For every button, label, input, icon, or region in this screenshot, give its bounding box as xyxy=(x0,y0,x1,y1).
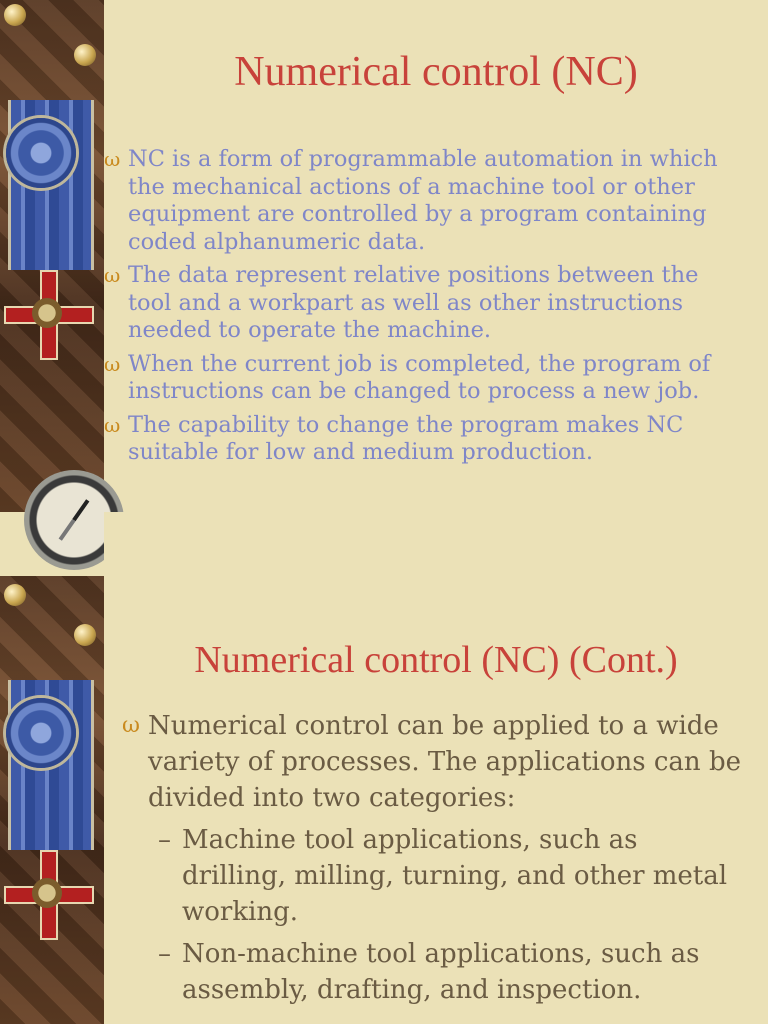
list-item: ω The data represent relative positions between the tool and a workpart as well as other instructions needed to operate the machine. xyxy=(104,262,699,343)
slide-title: Numerical control (NC) (Cont.) xyxy=(194,639,678,681)
list-item: ω Numerical control can be applied to a wide variety of processes. The applications can be divided into two categories: – Machine tool applications, such as drilling, milling, turning, and other metal working. – Non-machine tool applications, such as assembly, drafting, and inspection. xyxy=(122,708,742,1008)
bullet-icon: ω xyxy=(104,263,121,287)
list-item: ω NC is a form of programmable automation in which the mechanical actions of a machine tool or other equipment are controlled by a program containing coded alphanumeric data. xyxy=(104,146,718,255)
stud-icon xyxy=(4,584,26,606)
bullet-icon: ω xyxy=(104,351,121,376)
bullet-icon: ω xyxy=(104,147,121,171)
medal-cross-icon xyxy=(4,270,94,360)
bullet-list xyxy=(122,708,742,1014)
slide-2 xyxy=(0,576,768,1024)
slide-gap xyxy=(104,512,768,576)
stud-icon xyxy=(74,44,96,66)
bullet-icon: ω xyxy=(122,713,140,738)
list-item: ω When the current job is completed, the program of instructions can be changed to process a new job. xyxy=(104,350,711,404)
bullet-icon: ω xyxy=(104,412,121,437)
decorative-medal-sidebar xyxy=(0,576,104,1024)
sub-list-item: – Non-machine tool applications, such as assembly, drafting, and inspection. xyxy=(154,936,742,1008)
decorative-medal-sidebar xyxy=(0,0,104,512)
bullet-list xyxy=(104,146,724,473)
rosette-icon xyxy=(6,118,76,188)
medal-cross-icon xyxy=(4,850,94,940)
stud-icon xyxy=(74,624,96,646)
slide-title: Numerical control (NC) xyxy=(234,49,638,95)
rosette-icon xyxy=(6,698,76,768)
list-item: ω The capability to change the program makes NC suitable for low and medium production. xyxy=(104,411,684,465)
sub-list-item: – Machine tool applications, such as drilling, milling, turning, and other metal working. xyxy=(154,822,742,930)
stud-icon xyxy=(4,4,26,26)
dash-icon: – xyxy=(158,825,171,855)
sub-bullet-list xyxy=(148,822,742,1008)
dash-icon: – xyxy=(158,939,171,969)
